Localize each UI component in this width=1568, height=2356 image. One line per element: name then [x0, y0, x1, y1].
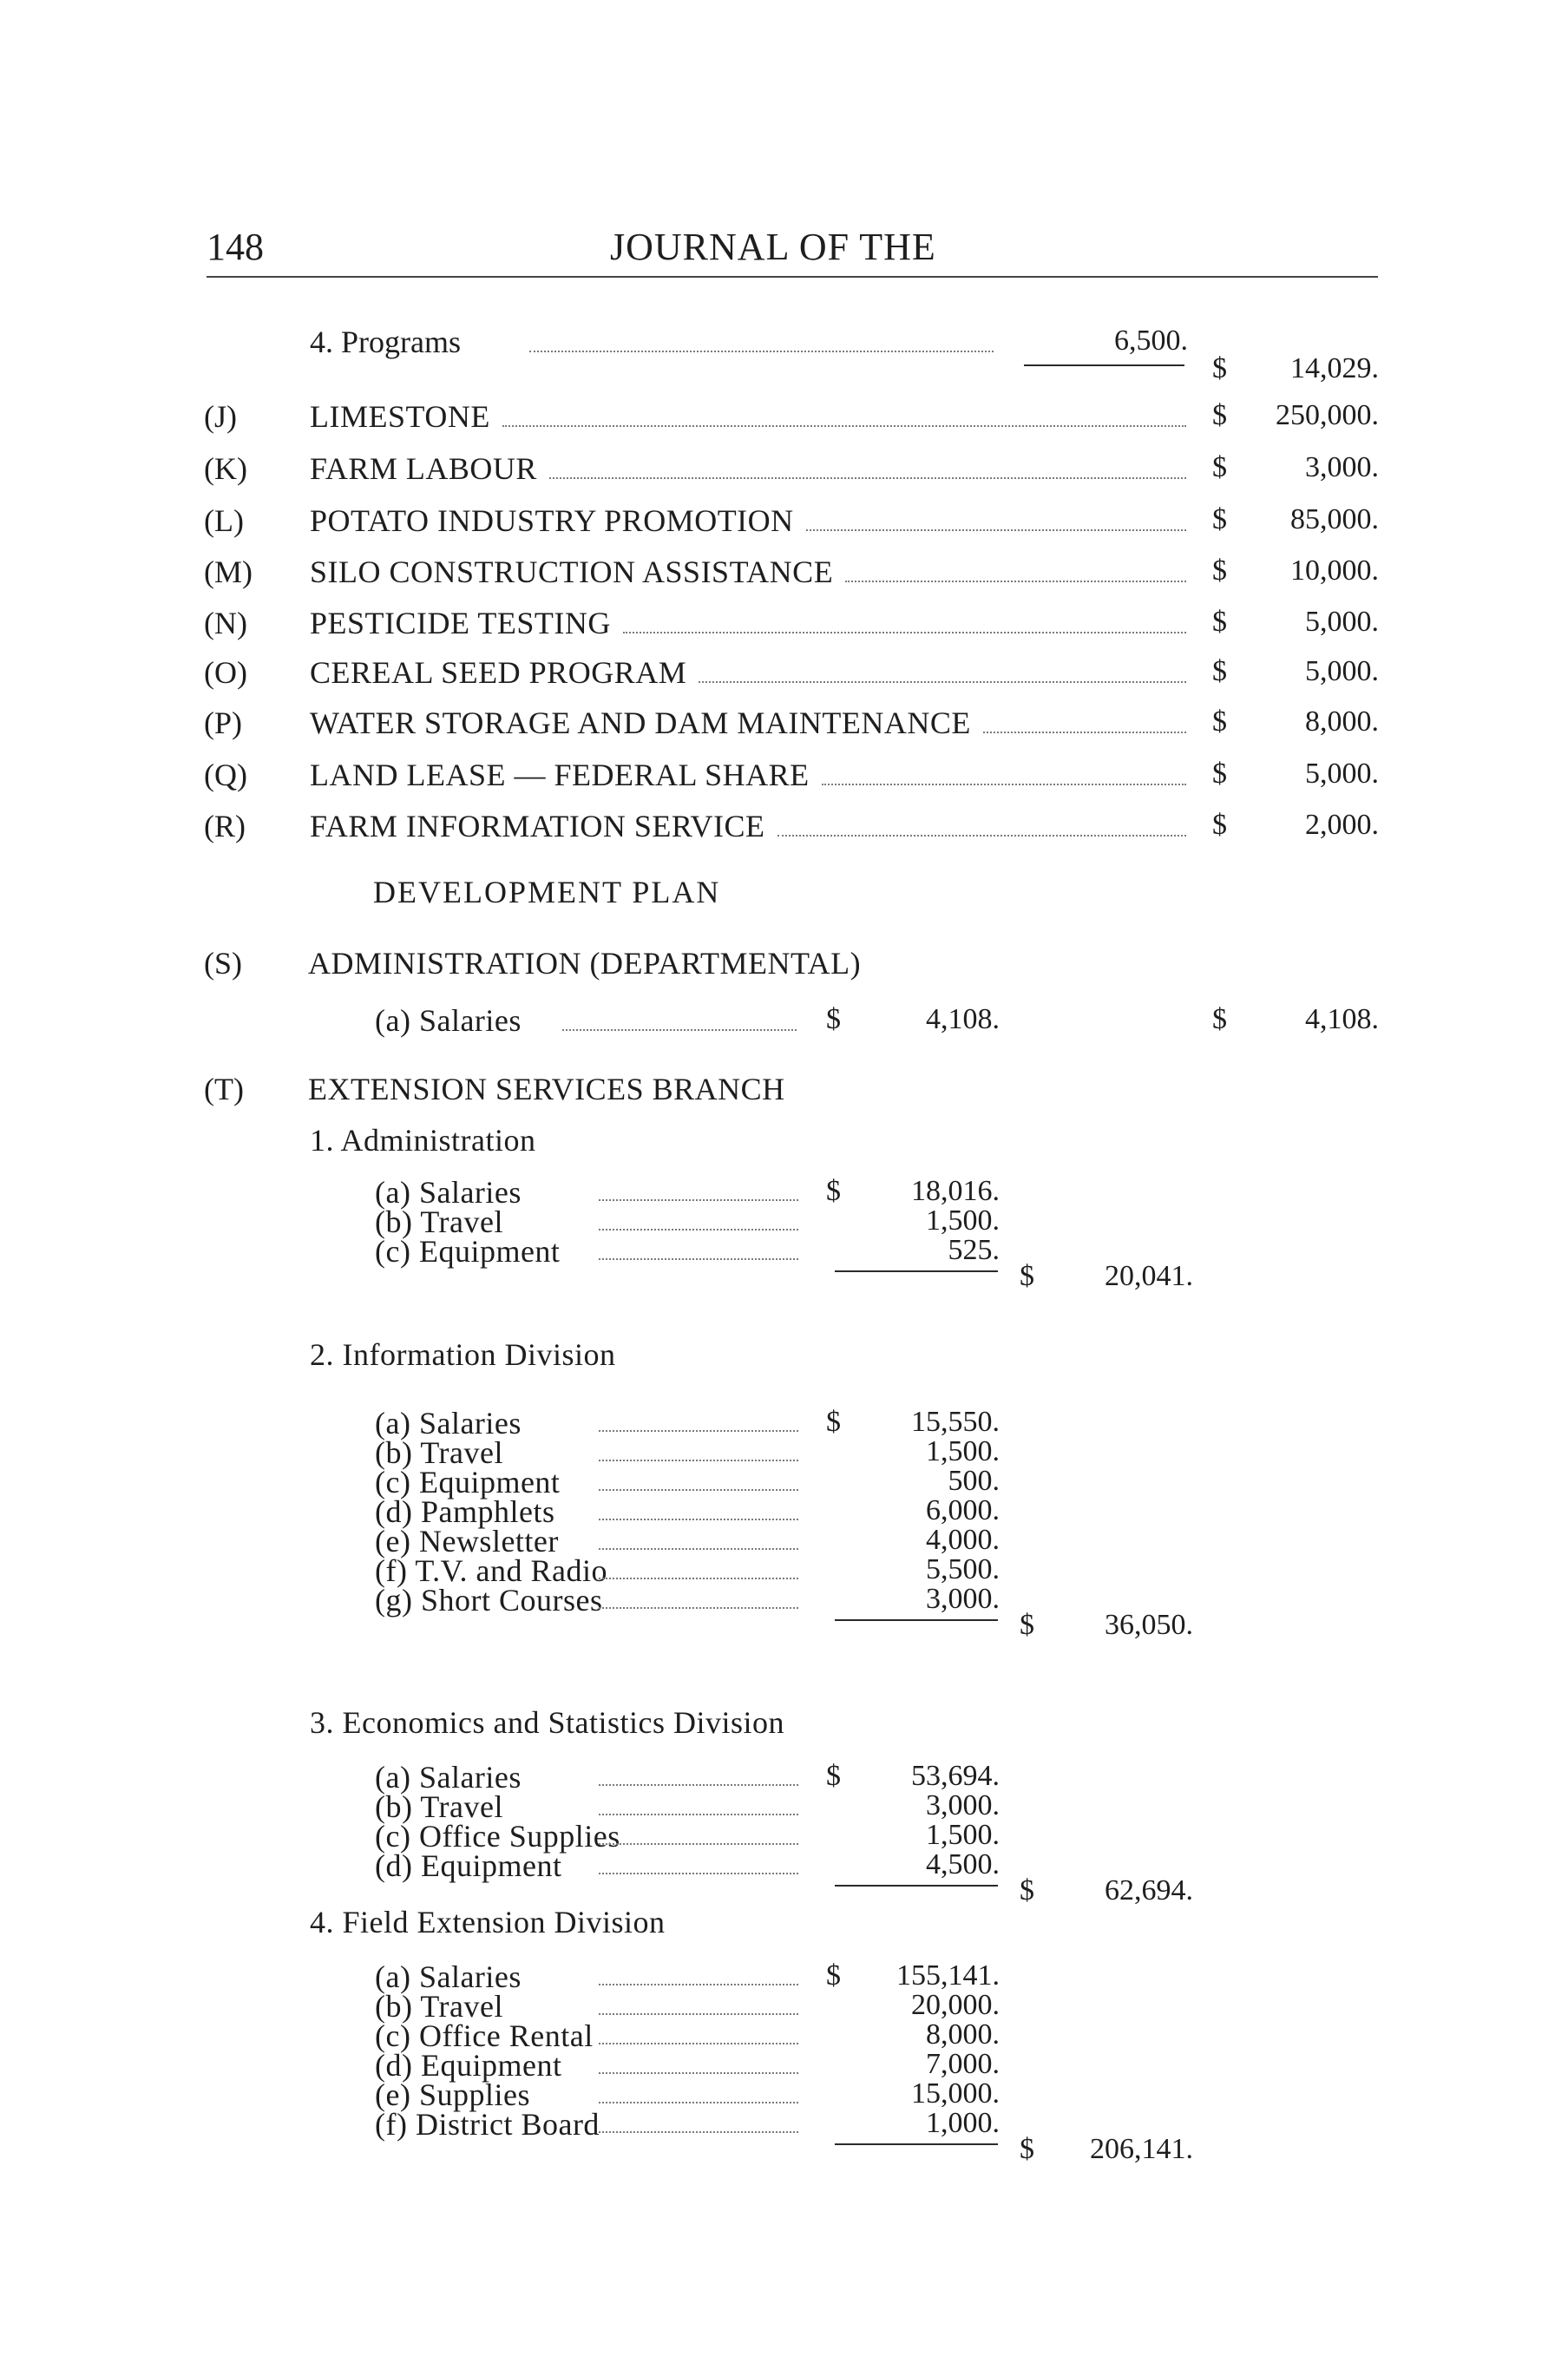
line-item-amount: 1,500.	[926, 1204, 1000, 1237]
division-total: 62,694.	[1105, 1874, 1193, 1906]
programs-total: 14,029.	[1290, 352, 1379, 384]
leader-dots	[599, 1229, 798, 1231]
section-amount: 10,000.	[1290, 555, 1379, 587]
line-item-label: (c) Office Supplies	[375, 1819, 620, 1854]
subtotal-rule	[835, 1619, 998, 1621]
section-amount: 8,000.	[1305, 705, 1379, 738]
line-item-amount: 6,000.	[926, 1494, 1000, 1526]
leader-dots	[599, 1548, 798, 1550]
section-code: (O)	[204, 655, 247, 690]
line-item-label: (a) Salaries	[375, 1003, 522, 1038]
leader-dots	[599, 1984, 798, 1985]
line-item-label: (a) Salaries	[375, 1959, 522, 1994]
section-dollar: $	[1212, 655, 1227, 687]
leader-dots	[599, 1258, 798, 1260]
section-name: PESTICIDE TESTING	[310, 606, 611, 640]
line-item-label: (e) Supplies	[375, 2077, 530, 2112]
leader-dots	[599, 1814, 798, 1815]
section-amount: 4,108.	[1305, 1003, 1379, 1035]
division-total: 206,141.	[1090, 2133, 1193, 2165]
line-item-dollar: $	[826, 1959, 841, 1992]
section-name: ADMINISTRATION (DEPARTMENTAL)	[308, 946, 862, 981]
line-item-label: (f) T.V. and Radio	[375, 1553, 607, 1588]
section-name: WATER STORAGE AND DAM MAINTENANCE	[310, 705, 971, 740]
line-item-amount: 4,108.	[926, 1003, 1000, 1035]
section-dollar: $	[1212, 1003, 1227, 1035]
leader-dots	[623, 632, 1186, 633]
section-amount: 5,000.	[1305, 758, 1379, 790]
leader-dots	[599, 1873, 798, 1874]
leader-dots	[599, 2043, 798, 2044]
division-total-dollar: $	[1020, 1874, 1034, 1906]
leader-dots	[777, 835, 1186, 837]
leader-dots	[599, 1607, 798, 1609]
section-amount: 3,000.	[1305, 451, 1379, 483]
subtotal-rule	[835, 1270, 998, 1272]
leader-dots	[562, 1029, 797, 1031]
section-name: CEREAL SEED PROGRAM	[310, 655, 687, 690]
development-plan-heading: DEVELOPMENT PLAN	[373, 875, 721, 909]
division-total-dollar: $	[1020, 1609, 1034, 1641]
line-item-amount: 15,000.	[911, 2077, 1000, 2110]
subtotal-rule	[1024, 364, 1184, 366]
line-item-amount: 4,000.	[926, 1524, 1000, 1556]
section-name: SILO CONSTRUCTION ASSISTANCE	[310, 555, 834, 589]
line-item-label: (a) Salaries	[375, 1406, 522, 1441]
leader-dots	[599, 1489, 798, 1491]
leader-dots	[549, 477, 1186, 479]
programs-dollar: $	[1212, 352, 1227, 384]
line-item-amount: 5,500.	[926, 1553, 1000, 1585]
section-amount: 250,000.	[1276, 399, 1379, 431]
page-number: 148	[207, 226, 264, 268]
line-item-amount: 155,141.	[896, 1959, 1000, 1992]
leader-dots	[599, 1784, 798, 1786]
leader-dots	[599, 1430, 798, 1432]
programs-label: 4. Programs	[310, 325, 461, 359]
section-dollar: $	[1212, 451, 1227, 483]
section-code: (T)	[204, 1072, 244, 1106]
division-total: 36,050.	[1105, 1609, 1193, 1641]
line-item-amount: 1,000.	[926, 2107, 1000, 2139]
line-item-label: (d) Equipment	[375, 2048, 562, 2083]
section-amount: 5,000.	[1305, 606, 1379, 638]
leader-dots	[599, 1519, 798, 1520]
line-item-amount: 7,000.	[926, 2048, 1000, 2080]
line-item-amount: 3,000.	[926, 1583, 1000, 1615]
line-item-label: (a) Salaries	[375, 1175, 522, 1210]
leader-dots	[983, 732, 1186, 733]
section-amount: 5,000.	[1305, 655, 1379, 687]
line-item-amount: 20,000.	[911, 1989, 1000, 2021]
division-title: 4. Field Extension Division	[310, 1905, 666, 1939]
leader-dots	[599, 2072, 798, 2074]
section-code: (M)	[204, 555, 253, 589]
line-item-label: (b) Travel	[375, 1789, 503, 1824]
line-item-label: (a) Salaries	[375, 1760, 522, 1795]
line-item-dollar: $	[826, 1760, 841, 1792]
section-dollar: $	[1212, 705, 1227, 738]
line-item-dollar: $	[826, 1406, 841, 1438]
line-item-label: (b) Travel	[375, 1435, 503, 1470]
line-item-label: (d) Pamphlets	[375, 1494, 555, 1529]
line-item-label: (c) Equipment	[375, 1234, 561, 1269]
line-item-amount: 18,016.	[911, 1175, 1000, 1207]
division-total-dollar: $	[1020, 2133, 1034, 2165]
line-item-amount: 8,000.	[926, 2018, 1000, 2051]
line-item-label: (d) Equipment	[375, 1848, 562, 1883]
leader-dots	[822, 784, 1186, 785]
division-title: 3. Economics and Statistics Division	[310, 1705, 784, 1740]
division-title: 1. Administration	[310, 1123, 536, 1158]
line-item-label: (e) Newsletter	[375, 1524, 559, 1559]
section-name: FARM LABOUR	[310, 451, 537, 486]
section-dollar: $	[1212, 809, 1227, 841]
section-name: LIMESTONE	[310, 399, 490, 434]
section-code: (S)	[204, 946, 242, 981]
leader-dots	[599, 1199, 798, 1201]
line-item-label: (b) Travel	[375, 1989, 503, 2024]
line-item-amount: 4,500.	[926, 1848, 1000, 1880]
section-code: (J)	[204, 399, 237, 434]
page-title: JOURNAL OF THE	[610, 226, 936, 268]
section-dollar: $	[1212, 503, 1227, 535]
division-title: 2. Information Division	[310, 1337, 616, 1372]
line-item-label: (g) Short Courses	[375, 1583, 603, 1618]
line-item-label: (f) District Board	[375, 2107, 600, 2142]
leader-dots	[845, 581, 1186, 582]
leader-dots	[599, 2102, 798, 2103]
line-item-amount: 1,500.	[926, 1435, 1000, 1467]
section-dollar: $	[1212, 555, 1227, 587]
section-code: (K)	[204, 451, 247, 486]
line-item-label: (c) Equipment	[375, 1465, 561, 1500]
leader-dots	[599, 2013, 798, 2015]
leader-dots	[599, 1460, 798, 1461]
section-dollar: $	[1212, 758, 1227, 790]
section-code: (Q)	[204, 758, 247, 792]
section-dollar: $	[1212, 399, 1227, 431]
section-amount: 2,000.	[1305, 809, 1379, 841]
leader-dots	[599, 1843, 798, 1845]
section-name: FARM INFORMATION SERVICE	[310, 809, 765, 843]
line-item-amount: 500.	[948, 1465, 1000, 1497]
leader-dots	[599, 2131, 798, 2133]
section-dollar: $	[1212, 606, 1227, 638]
line-item-amount: 3,000.	[926, 1789, 1000, 1821]
line-item-amount: 53,694.	[911, 1760, 1000, 1792]
subtotal-rule	[835, 2143, 998, 2145]
programs-amount: 6,500.	[1114, 325, 1188, 357]
line-item-amount: 525.	[948, 1234, 1000, 1266]
section-name: EXTENSION SERVICES BRANCH	[308, 1072, 785, 1106]
section-code: (N)	[204, 606, 247, 640]
section-amount: 85,000.	[1290, 503, 1379, 535]
division-total-dollar: $	[1020, 1260, 1034, 1292]
line-item-amount: 15,550.	[911, 1406, 1000, 1438]
subtotal-rule	[835, 1885, 998, 1887]
section-name: LAND LEASE — FEDERAL SHARE	[310, 758, 810, 792]
leader-dots	[529, 351, 994, 352]
section-code: (P)	[204, 705, 242, 740]
line-item-amount: 1,500.	[926, 1819, 1000, 1851]
header-rule	[207, 276, 1378, 278]
line-item-label: (c) Office Rental	[375, 2018, 594, 2053]
division-total: 20,041.	[1105, 1260, 1193, 1292]
leader-dots	[699, 681, 1186, 683]
section-code: (R)	[204, 809, 246, 843]
leader-dots	[806, 529, 1186, 531]
line-item-label: (b) Travel	[375, 1204, 503, 1239]
line-item-dollar: $	[826, 1175, 841, 1207]
line-item-dollar: $	[826, 1003, 841, 1035]
section-code: (L)	[204, 503, 244, 538]
leader-dots	[599, 1578, 798, 1579]
leader-dots	[502, 425, 1186, 427]
section-name: POTATO INDUSTRY PROMOTION	[310, 503, 794, 538]
